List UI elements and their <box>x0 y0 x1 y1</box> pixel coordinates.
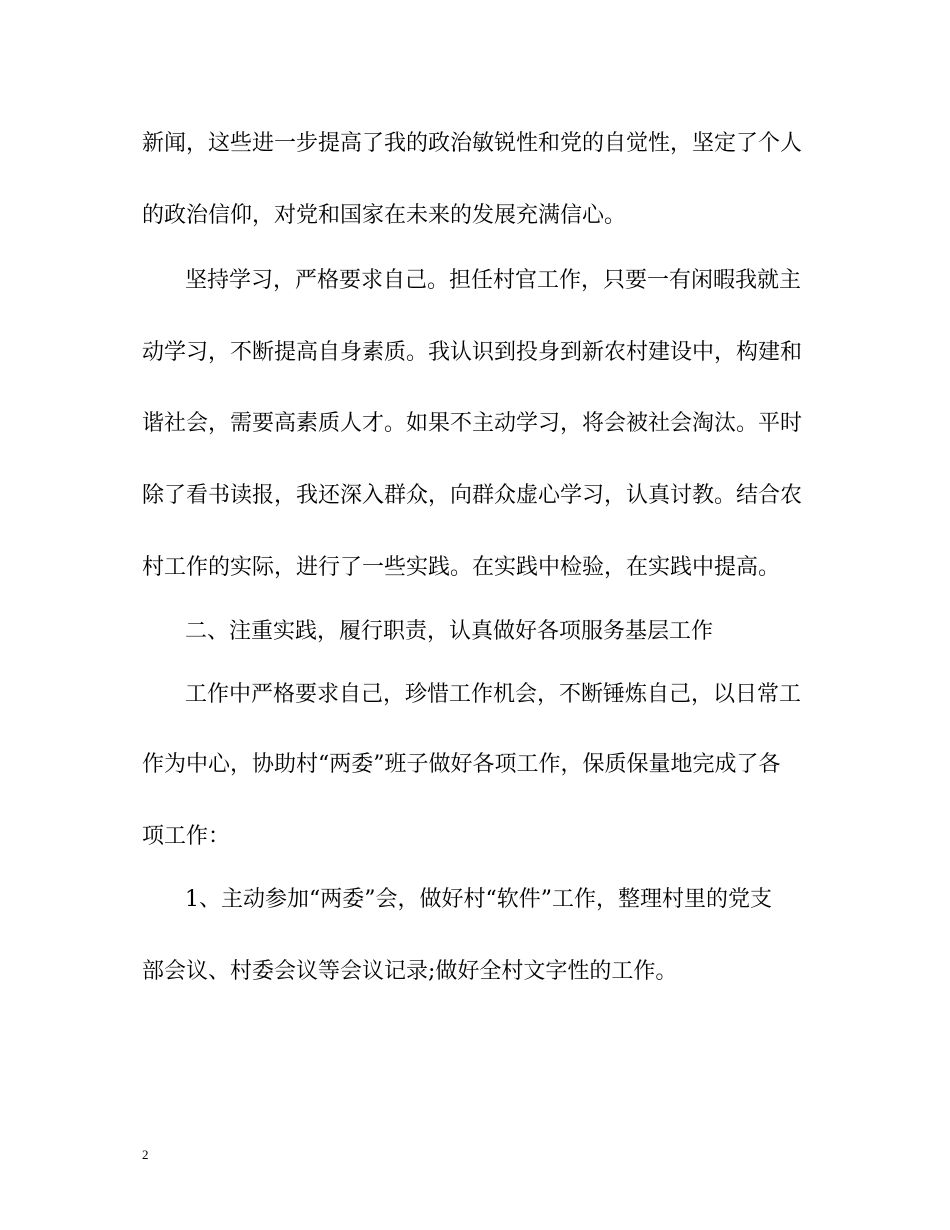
text-line: 谐社会，需要高素质人才。如果不主动学习，将会被社会淘汰。平时 <box>142 411 803 436</box>
text-line: 动学习，不断提高自身素质。我认识到投身到新农村建设中，构建和 <box>142 340 803 365</box>
text-line: 部会议、村委会议等会议记录;做好全村文字性的工作。 <box>142 959 678 984</box>
text-line: 作为中心，协助村“两委”班子做好各项工作，保质保量地完成了各 <box>142 752 781 777</box>
text-line: 项工作： <box>142 824 231 849</box>
text-line: 新闻，这些进一步提高了我的政治敏锐性和党的自觉性，坚定了个人 <box>142 131 803 156</box>
page-number: 2 <box>142 1147 149 1162</box>
text-line: 的政治信仰，对党和国家在未来的发展充满信心。 <box>142 203 627 228</box>
list-item-line: 1、主动参加“两委”会，做好村“软件”工作，整理村里的党支 <box>185 887 772 912</box>
section-heading: 二、注重实践，履行职责，认真做好各项服务基层工作 <box>185 619 714 644</box>
text-line: 除了看书读报，我还深入群众，向群众虚心学习，认真讨教。结合农 <box>142 483 803 508</box>
text-line: 村工作的实际，进行了一些实践。在实践中检验，在实践中提高。 <box>142 555 781 580</box>
paragraph-start-line: 工作中严格要求自己，珍惜工作机会，不断锤炼自己，以日常工 <box>185 682 802 707</box>
paragraph-start-line: 坚持学习，严格要求自己。担任村官工作，只要一有闲暇我就主 <box>185 268 802 293</box>
